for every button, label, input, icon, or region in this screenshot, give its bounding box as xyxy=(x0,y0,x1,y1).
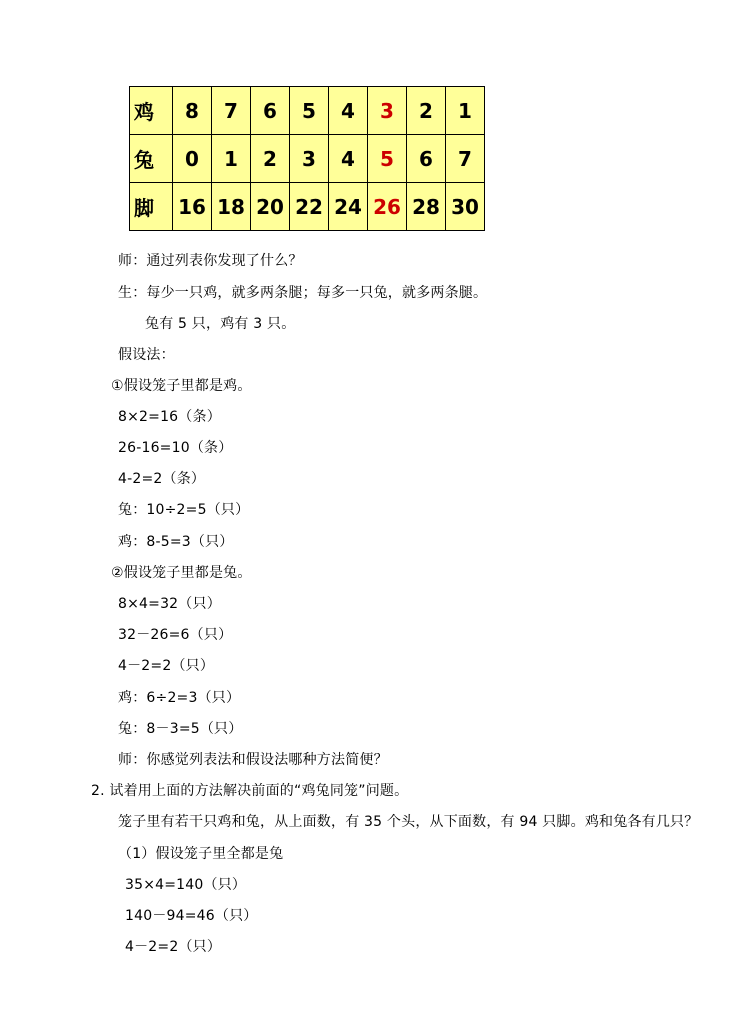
table-cell: 20 xyxy=(251,183,290,231)
table-row-rabbit xyxy=(130,135,485,183)
teacher-question: 师：通过列表你发现了什么？ xyxy=(118,253,303,269)
table-cell: 6 xyxy=(407,135,446,183)
calc-line: 鸡：6÷2=3（只） xyxy=(118,690,241,706)
table-row-chicken xyxy=(130,87,485,135)
table-cell: 28 xyxy=(407,183,446,231)
teacher-question: 师：你感觉列表法和假设法哪种方法简便？ xyxy=(118,752,388,768)
calc-line: 8×2=16（条） xyxy=(118,409,221,425)
table-cell-highlight: 3 xyxy=(368,87,407,135)
method-heading: 假设法： xyxy=(118,347,175,363)
calc-line: 4－2=2（只） xyxy=(125,939,222,955)
assumption-chicken: ①假设笼子里都是鸡。 xyxy=(111,378,252,394)
table-cell-highlight: 5 xyxy=(368,135,407,183)
calc-line: 兔：8－3=5（只） xyxy=(118,721,243,737)
table-cell: 24 xyxy=(329,183,368,231)
table-cell: 4 xyxy=(329,135,368,183)
calc-line: 兔：10÷2=5（只） xyxy=(118,502,250,518)
table-cell: 22 xyxy=(290,183,329,231)
calc-line: 4-2=2（条） xyxy=(118,471,206,487)
calc-line: 26-16=10（条） xyxy=(118,440,233,456)
table-cell: 1 xyxy=(212,135,251,183)
table-cell: 8 xyxy=(173,87,212,135)
table-cell: 0 xyxy=(173,135,212,183)
row-label-chicken: 鸡 xyxy=(130,87,173,135)
calc-line: 鸡：8-5=3（只） xyxy=(118,534,234,550)
calc-line: 8×4=32（只） xyxy=(118,596,221,612)
calc-line: 35×4=140（只） xyxy=(125,877,247,893)
table-cell: 7 xyxy=(446,135,485,183)
calc-line: 4－2=2（只） xyxy=(118,658,215,674)
step-heading: （1）假设笼子里全都是兔 xyxy=(118,846,284,862)
calc-line: 32－26=6（只） xyxy=(118,627,233,643)
table-cell: 2 xyxy=(251,135,290,183)
table-cell: 3 xyxy=(290,135,329,183)
table-cell: 16 xyxy=(173,183,212,231)
table-row-feet xyxy=(130,183,485,231)
table-cell: 4 xyxy=(329,87,368,135)
table-cell: 30 xyxy=(446,183,485,231)
chicken-rabbit-table xyxy=(129,86,485,231)
table-cell: 18 xyxy=(212,183,251,231)
row-label-feet: 脚 xyxy=(130,183,173,231)
table-cell: 1 xyxy=(446,87,485,135)
calc-line: 140－94=46（只） xyxy=(125,908,258,924)
exercise-heading: 2. 试着用上面的方法解决前面的“鸡兔同笼”问题。 xyxy=(91,783,409,799)
table-cell-highlight: 26 xyxy=(368,183,407,231)
student-answer: 生：每少一只鸡，就多两条腿；每多一只兔，就多两条腿。 xyxy=(118,285,488,301)
problem-statement: 笼子里有若干只鸡和兔，从上面数，有 35 个头，从下面数，有 94 只脚。鸡和兔各有几只？ xyxy=(118,814,699,830)
answer-result: 兔有 5 只，鸡有 3 只。 xyxy=(145,316,296,332)
table-cell: 5 xyxy=(290,87,329,135)
table-cell: 2 xyxy=(407,87,446,135)
assumption-rabbit: ②假设笼子里都是兔。 xyxy=(111,565,252,581)
row-label-rabbit: 兔 xyxy=(130,135,173,183)
table-cell: 6 xyxy=(251,87,290,135)
table-cell: 7 xyxy=(212,87,251,135)
